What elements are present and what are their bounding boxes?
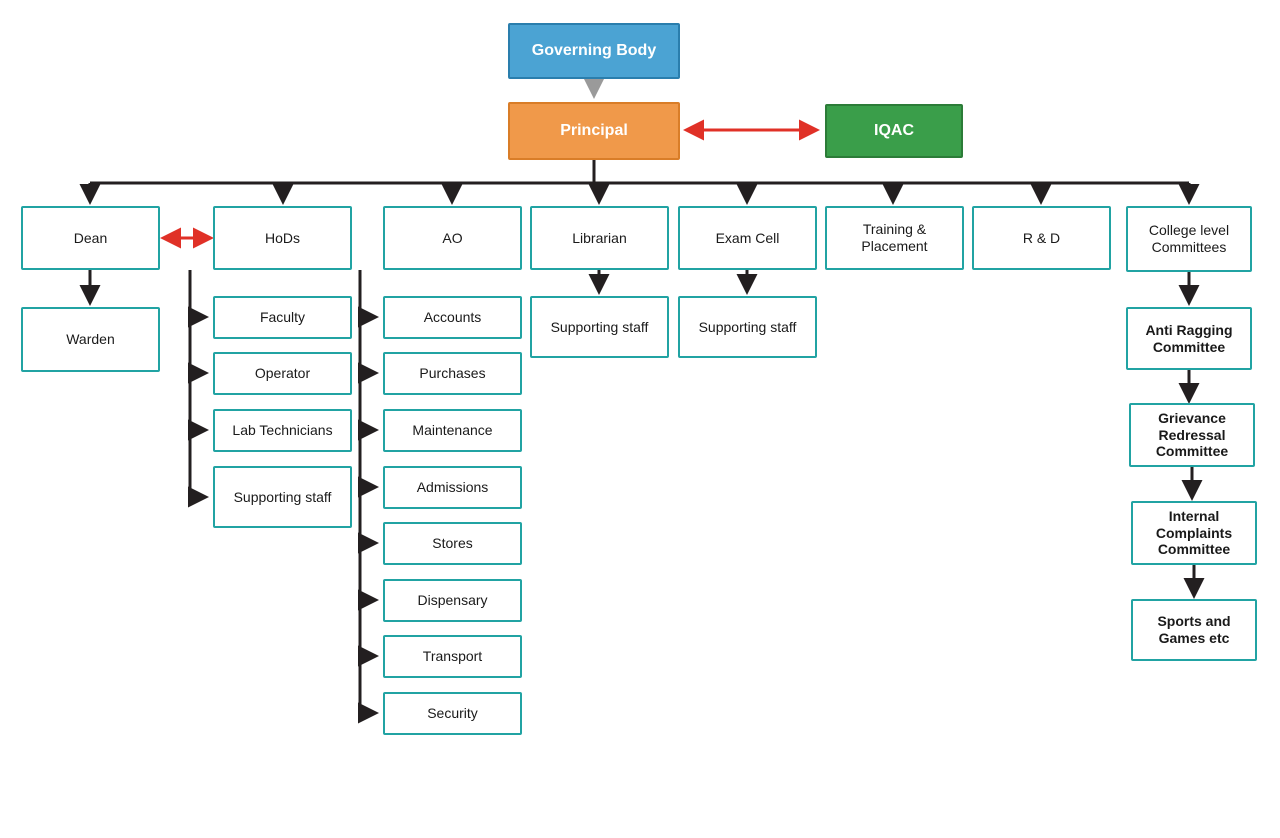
node-maintenance-label: Maintenance	[412, 422, 493, 439]
node-college-level-committees[interactable]	[1126, 206, 1252, 272]
node-faculty[interactable]	[213, 296, 352, 339]
node-purchases[interactable]	[383, 352, 522, 395]
node-librarian-supporting-staff-label: Supporting staff	[550, 318, 649, 335]
node-hods[interactable]	[213, 206, 352, 270]
node-operator-label: Operator	[254, 365, 311, 382]
node-transport[interactable]	[383, 635, 522, 678]
node-grievance-redressal-committee-label: Grievance Redressal Committee	[1155, 409, 1229, 460]
node-admissions[interactable]	[383, 466, 522, 509]
node-anti-ragging-committee-label: Anti Ragging Committee	[1145, 321, 1233, 355]
node-librarian-label: Librarian	[572, 229, 627, 246]
node-principal-label: Principal	[560, 122, 628, 140]
node-warden[interactable]	[21, 307, 160, 372]
node-training-placement-label: Training & Placement	[861, 221, 928, 254]
node-sports-and-games-label: Sports and Games etc	[1157, 613, 1231, 646]
node-librarian-supporting-staff[interactable]	[530, 296, 669, 358]
node-training-placement[interactable]	[825, 206, 964, 270]
node-purchases-label: Purchases	[419, 365, 486, 382]
node-accounts[interactable]	[383, 296, 522, 339]
node-dean-label: Dean	[73, 229, 108, 246]
node-exam-cell[interactable]	[678, 206, 817, 270]
node-hods-label: HoDs	[264, 229, 300, 246]
node-exam-supporting-staff[interactable]	[678, 296, 817, 358]
node-stores[interactable]	[383, 522, 522, 565]
node-rd-label: R & D	[1022, 229, 1061, 246]
node-admissions-label: Admissions	[416, 479, 489, 496]
node-security-label: Security	[427, 705, 478, 722]
node-maintenance[interactable]	[383, 409, 522, 452]
node-sports-and-games[interactable]	[1131, 599, 1257, 661]
node-exam-cell-label: Exam Cell	[715, 229, 780, 246]
node-iqac-label: IQAC	[874, 122, 914, 140]
node-principal[interactable]	[508, 102, 680, 160]
node-internal-complaints-committee-label: Internal Complaints Committee	[1155, 507, 1233, 558]
node-governing-body[interactable]	[508, 23, 680, 79]
node-iqac[interactable]	[825, 104, 963, 158]
node-accounts-label: Accounts	[423, 309, 482, 326]
node-transport-label: Transport	[422, 648, 483, 665]
node-operator[interactable]	[213, 352, 352, 395]
node-dispensary[interactable]	[383, 579, 522, 622]
node-stores-label: Stores	[432, 535, 473, 552]
node-exam-supporting-staff-label: Supporting staff	[698, 318, 797, 335]
node-librarian[interactable]	[530, 206, 669, 270]
node-ao[interactable]	[383, 206, 522, 270]
node-internal-complaints-committee[interactable]	[1131, 501, 1257, 565]
node-hods-supporting-staff-label: Supporting staff	[233, 488, 332, 505]
node-governing-body-label: Governing Body	[531, 42, 657, 60]
node-lab-technicians[interactable]	[213, 409, 352, 452]
node-grievance-redressal-committee[interactable]	[1129, 403, 1255, 467]
node-college-level-committees-label: College level Committees	[1148, 222, 1230, 255]
node-ao-label: AO	[442, 229, 463, 246]
node-lab-technicians-label: Lab Technicians	[232, 422, 333, 439]
node-dean[interactable]	[21, 206, 160, 270]
node-hods-supporting-staff[interactable]	[213, 466, 352, 528]
node-rd[interactable]	[972, 206, 1111, 270]
node-security[interactable]	[383, 692, 522, 735]
node-anti-ragging-committee[interactable]	[1126, 307, 1252, 370]
node-warden-label: Warden	[66, 331, 115, 348]
node-faculty-label: Faculty	[259, 309, 306, 326]
node-dispensary-label: Dispensary	[417, 592, 488, 609]
